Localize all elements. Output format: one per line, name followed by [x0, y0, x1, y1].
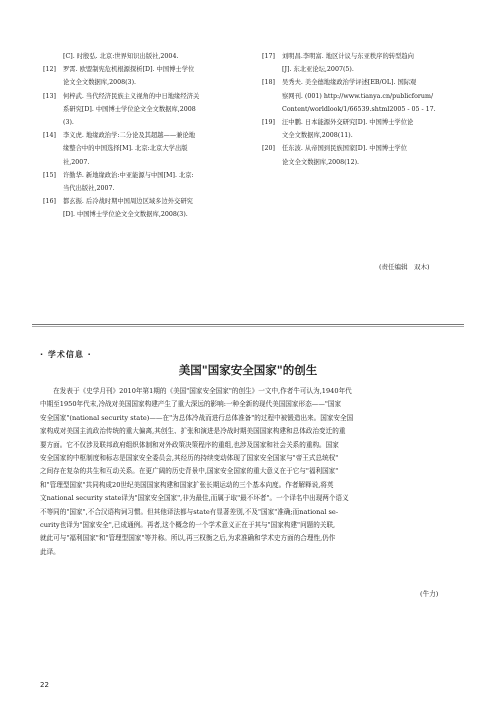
reference-text-line: [D]. 中国博士学位论文全文数据库,2008(3). — [63, 211, 188, 219]
reference-text-line: [J]. 东北亚论坛,2007(5). — [282, 66, 354, 74]
divider-rule-thin — [32, 326, 464, 327]
reference-text-line: 社,2007. — [63, 158, 90, 166]
reference-number — [43, 50, 63, 63]
reference-text-line: 察网刊. (001) http://www.tianya.cn/publicforum/ — [282, 92, 434, 100]
editor-credit: (责任编辑 双木) — [379, 263, 430, 271]
body-line: 在发表于《史学月刊》2010年第1期的《美国"国家安全国家"的创生》一文中,作者牛可认为,1940年代 — [40, 387, 352, 395]
reference-entry — [43, 129, 243, 169]
references-right-column — [262, 50, 462, 169]
reference-text-line: (3). — [63, 119, 74, 127]
reference-text-line: 刘明昌.李明富. 地区计议与东亚秩序的转型趋向 — [282, 53, 414, 60]
reference-text-line: 都玄振. 后冷战时期中国周边区域多边外交研究 — [63, 198, 193, 206]
reference-number: [12] — [43, 66, 56, 74]
body-line: 家构成对美国主流政治传统的重大偏离,其创生、扩张和演进是冷战时期美国国家构建和总体政治变迁的重 — [40, 427, 346, 436]
body-line: 文national security state译为"国家安全国家",非为最佳,而属于取"最不坏者"。一个译名中出现两个语义 — [40, 494, 349, 503]
reference-text-line: [C]. 时殷弘. 北京:世界知识出版社,2004. — [63, 53, 179, 60]
references-left-column — [43, 50, 243, 222]
reference-entry — [43, 195, 243, 221]
reference-number: [20] — [262, 145, 275, 153]
reference-text-line: 论文全文数据库,2008(3). — [63, 79, 137, 87]
reference-text-line: 许勤华. 新地缘政治:中亚能源与中国[M]. 北京: — [63, 171, 194, 179]
body-line: 之间存在复杂的共生和互动关系。在更广阔的历史背景中,国家安全国家的重大意义在于它与"福利国家" — [40, 467, 339, 476]
reference-number: [18] — [262, 79, 275, 87]
article-body — [40, 385, 460, 559]
reference-text-line: 吴秀夫. 美全德地缘政治学评述[EB/OL]. 国际观 — [282, 79, 417, 87]
reference-entry — [43, 169, 243, 195]
reference-entry — [43, 90, 243, 130]
body-line: 就此可与"福利国家"和"管理型国家"等并称。所以,再三权衡之后,为求准确和学术史方面的合理性,仍作 — [40, 534, 336, 543]
body-line: 不等同的"国家",不合汉语构词习惯。但其他译法都与state有显著差别,不及"国家"准确;而national se- — [40, 507, 339, 516]
reference-entry — [43, 50, 243, 63]
reference-text-line: 汪中鹏. 日本能源外交研究[D]. 中国博士学位论 — [282, 119, 414, 127]
reference-number: [17] — [262, 53, 275, 60]
reference-entry — [262, 142, 462, 168]
divider-rule — [32, 324, 464, 325]
reference-entry — [43, 63, 243, 89]
reference-text-line: 文全文数据库,2008(11). — [282, 132, 353, 140]
reference-number: [15] — [43, 171, 56, 179]
reference-text-line: 罗霄. 欧盟制宪危机根源探析[D]. 中国博士学位 — [63, 66, 195, 74]
reference-number: [13] — [43, 92, 56, 100]
body-line: 此译。 — [40, 547, 60, 556]
body-line: 要方面。它不仅涉及联邦政府组织体制和对外政策决策程序的重组,也涉及国家和社会关系的重构。国家 — [40, 440, 339, 449]
reference-number: [16] — [43, 198, 56, 206]
reference-entry — [262, 116, 462, 142]
page-number: 22 — [40, 681, 49, 689]
section-label: · 学术信息 · — [40, 350, 92, 359]
body-line: 和"管理型国家"共同构成20世纪美国国家构建和国家扩张长期运动的三个基本向度。作者解释说,将英 — [40, 480, 334, 489]
reference-text-line: 任东波. 从帝国到民族国家[D]. 中国博士学位 — [282, 145, 408, 153]
body-line: 安全国家"(national security state)——在"为总体冷战而进行总体准备"的过程中被锻造出来。国家安全国 — [40, 413, 354, 422]
reference-text-line: Content/worldlook/1/66539.shtml2005 - 05 - 17. — [282, 105, 436, 113]
reference-text-line: 论文全文数据库,2008(12). — [282, 158, 360, 166]
reference-text-line: 李义虎. 地缘政治学:二分论及其超越——兼论地 — [63, 132, 196, 140]
body-line: 安全国家的中枢制度和标志是国家安全委员会,其经历的持续变动体现了国家安全国家与"帝王式总统权" — [40, 454, 339, 463]
body-line: curity也译为"国家安全",已成通例。再者,这个概念的一个学术意义正在于其与"国家构建"问题的关联, — [40, 521, 336, 530]
reference-entry — [262, 76, 462, 116]
reference-text-line: 缘整合中的中国选择[M]. 北京:北京大学出版 — [63, 145, 188, 153]
reference-text-line: 当代出版社,2007. — [63, 185, 115, 193]
reference-text-line: 何梓武. 当代经济民族主义视角的中日地缘经济关 — [63, 92, 200, 100]
reference-number: [14] — [43, 132, 56, 140]
reference-entry — [262, 50, 462, 76]
reference-number: [19] — [262, 119, 275, 127]
body-line: 中期至1950年代末,冷战对美国国家构建产生了重大深远的影响:一种全新的现代美国国家形态——"国家 — [40, 400, 342, 409]
reference-text-line: 系研究[D]. 中国博士学位论文全文数据库,2008 — [63, 105, 196, 113]
article-title: 美国"国家安全国家"的创生 — [178, 363, 318, 377]
article-author: (牛力) — [420, 590, 439, 598]
